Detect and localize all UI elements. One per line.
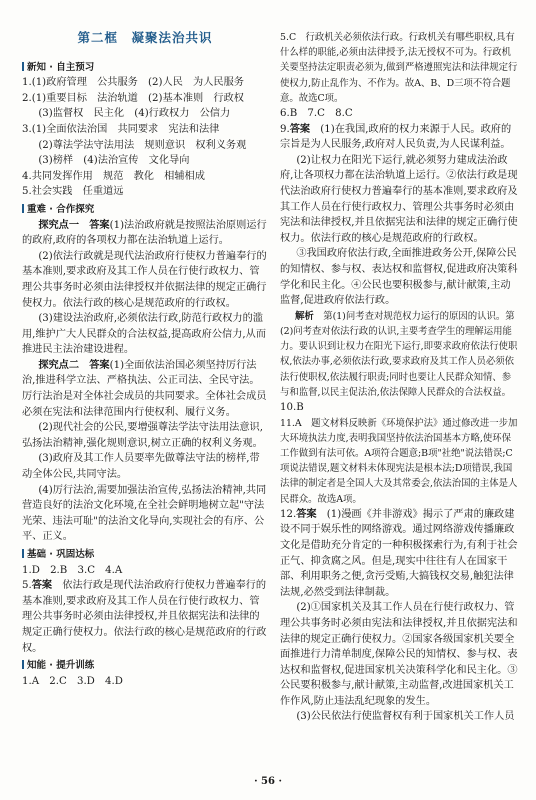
answer-5: 5.C 行政机关必须依法行政。行政机关有哪些职权,具有什么样的职能,必须由法律授予,法无授权不可为。行政机关要坚持法定职责必须为,做到严格遵照宪法和法律规定行使权力,防止乱作为、不作为。故A、B、D三项不符合题意。故选C项。	[280, 32, 518, 104]
explore-2-para: (2)现代社会的公民,要增强尊法学法守法用法意识,弘扬法治精神,强化规则意识,树立正确的权利义务观。	[22, 422, 263, 449]
left-column	[22, 30, 268, 689]
answer-12-para: (3)公民依法行使监督权有利于国家机关工作人员	[296, 711, 515, 723]
section-bar-icon	[22, 549, 24, 558]
page-title: 第二框 凝聚法治共识	[77, 30, 213, 45]
section-header-basic: 基础 · 巩固达标	[22, 547, 268, 563]
preview-line: 2.(1)重要目标 法治轨道 (2)基本准则 行政权	[22, 92, 244, 104]
preview-line: 1.(1)政府管理 公共服务 (2)人民 为人民服务	[22, 77, 244, 89]
preview-line: 3.(1)全面依法治国 共同要求 宪法和法律	[22, 123, 220, 135]
basic-answers: 1.D 2.B 3.C 4.A	[22, 564, 123, 576]
answer-9-explanation: 解析 第(1)问考查对规范权力运行的原因的认识。第(2)问考查对依法行政的认识,主要考查学生的理解运用能力。要认识到让权力在阳光下运行,即要求政府依法行使职权,依法办事,必须依法行政,要求政府及其工作人员必须依法行使职权,依法履行职责;同时也要让人民群众知情、参与和监督,以民主促法治,依法保障人民群众的合法权益。	[280, 310, 518, 398]
right-column	[280, 30, 518, 725]
explore-1-para: (2)依法行政就是现代法治政府行使权力普遍奉行的基本准则,要求政府及其工作人员在行使行政权力、管理公共事务时必须由法律授权并依据法律的规定正确行使权力。依法行政的核心是规范政府的行政权。	[22, 250, 267, 309]
explore-point-2: 探究点二 答案(1)全面依法治国必须坚持厉行法治,推进科学立法、严格执法、公正司法、全民守法。厉行法治是对全体社会成员的共同要求。全体社会成员必须在宪法和法律范围内行使权利、履行义务。	[22, 358, 267, 418]
section-bar-icon	[22, 660, 24, 669]
page-number: · 56 ·	[254, 776, 282, 787]
section-header-preview: 新知 · 自主预习	[22, 60, 268, 76]
section-header-improve: 知能 · 提升训练	[22, 658, 268, 674]
basic-q5: 5.答案 依法行政是现代法治政府行使权力普遍奉行的基本准则,要求政府及其工作人员在行使行政权力、管理公共事务时必须由法律授权,并且依据宪法和法律的规定正确行使权力。依法行政的核心是规范政府的行政权。	[22, 579, 267, 654]
answer-9-para: (2)让权力在阳光下运行,就必须努力建成法治政府,让各项权力都在法治轨道上运行。②依法行政是现代法治政府行使权力普遍奉行的基本准则,要求政府及其工作人员在行使行政权力、管理公共事务时必须由宪法和法律授权,并且依据宪法和法律的规定正确行使权力。依法行政的核心是规范政府的行政权。	[280, 154, 518, 244]
section-bar-icon	[22, 62, 24, 71]
answer-12-para: (2)①国家机关及其工作人员在行使行政权力、管理公共事务时必须由宪法和法律授权,并且依据宪法和法律的规定正确行使权力。②国家各级国家机关要全面推进行力清单制度,保障公民的知情权、参与权、表达权和监督权,促进国家机关决策科学化和民主化。③公民要积极参与,献计献策,主动监督,改进国家机关工作作风,防止违法乱纪现象的发生。	[280, 602, 518, 707]
preview-line: 5.社会实践 任重道远	[22, 186, 124, 198]
section-header-explore: 重难 · 合作探究	[22, 202, 268, 218]
answer-9: 9.答案 (1)在我国,政府的权力来源于人民。政府的宗旨是为人民服务,政府对人民负责,为人民谋利益。	[280, 122, 512, 151]
explore-point-1: 探究点一 答案(1)法治政府就是按照法治原则运行的政府,政府的各项权力都在法治轨道上运行。	[22, 218, 267, 247]
section-bar-icon	[22, 204, 24, 213]
answer-11: 11.A 题文材料反映新《环境保护法》通过修改进一步加大环境执法力度,表明我国坚持依法治国基本方略,使环保工作做到有法可依。A项符合题意;B项"社绝"说法错误;C项说法错误,题文材料未体现宪法是根本法;D项错误,我国法律的制定者是全国人大及其常委会,依法治国的主体是人民群众。故选A项。	[280, 417, 518, 505]
explore-1-para: (3)建设法治政府,必须依法行政,防范行政权力的滥用,维护广大人民群众的合法权益,提高政府公信力,从而推进民主法治建设进程。	[22, 313, 267, 356]
answer-12: 12.答案 (1)漫画《并非游戏》揭示了严肃的廉政建设不同于娱乐性的网络游戏。通过网络游戏传播廉政文化是借助充分肯定的一种积极探索行为,有利于社会正气、抑贪腐之风。但是,现实中往往有人在国家干部、利用职务之便,贪污受贿,大搞钱权交易,触犯法律法规,必然受到法律制裁。	[280, 507, 518, 598]
preview-line: (3)榜样 (4)法治宣传 文化导向	[38, 155, 190, 167]
answer-6-8: 6.B 7.C 8.C	[280, 108, 353, 120]
preview-line: (3)监督权 民主化 (4)行政权力 公信力	[38, 108, 231, 120]
preview-line: 4.共同发挥作用 规范 教化 相辅相成	[22, 170, 205, 182]
answer-10: 10.B	[280, 401, 304, 413]
explore-2-para: (4)厉行法治,需要加强法治宣传,弘扬法治精神,共同营造良好的法治文化环境,在全社会鲜明地树立起"守法光荣、违法可耻"的法治文化导向,实现社会的有序、公平、正义。	[22, 484, 267, 543]
improve-answers: 1.A 2.C 3.D 4.D	[22, 675, 123, 687]
answer-9-para: ③我国政府依法行政,全面推进政务公开,保障公民的知情权、参与权、表达权和监督权,促进政府决策科学化和民主化。④公民也要积极参与,献计献策,主动监督,促进政府依法行政。	[280, 248, 518, 307]
preview-line: (2)尊法学法守法用法 规则意识 权利义务观	[38, 139, 247, 151]
explore-2-para: (3)政府及其工作人员要率先做尊法守法的榜样,带动全体公民,共同守法。	[22, 453, 260, 481]
